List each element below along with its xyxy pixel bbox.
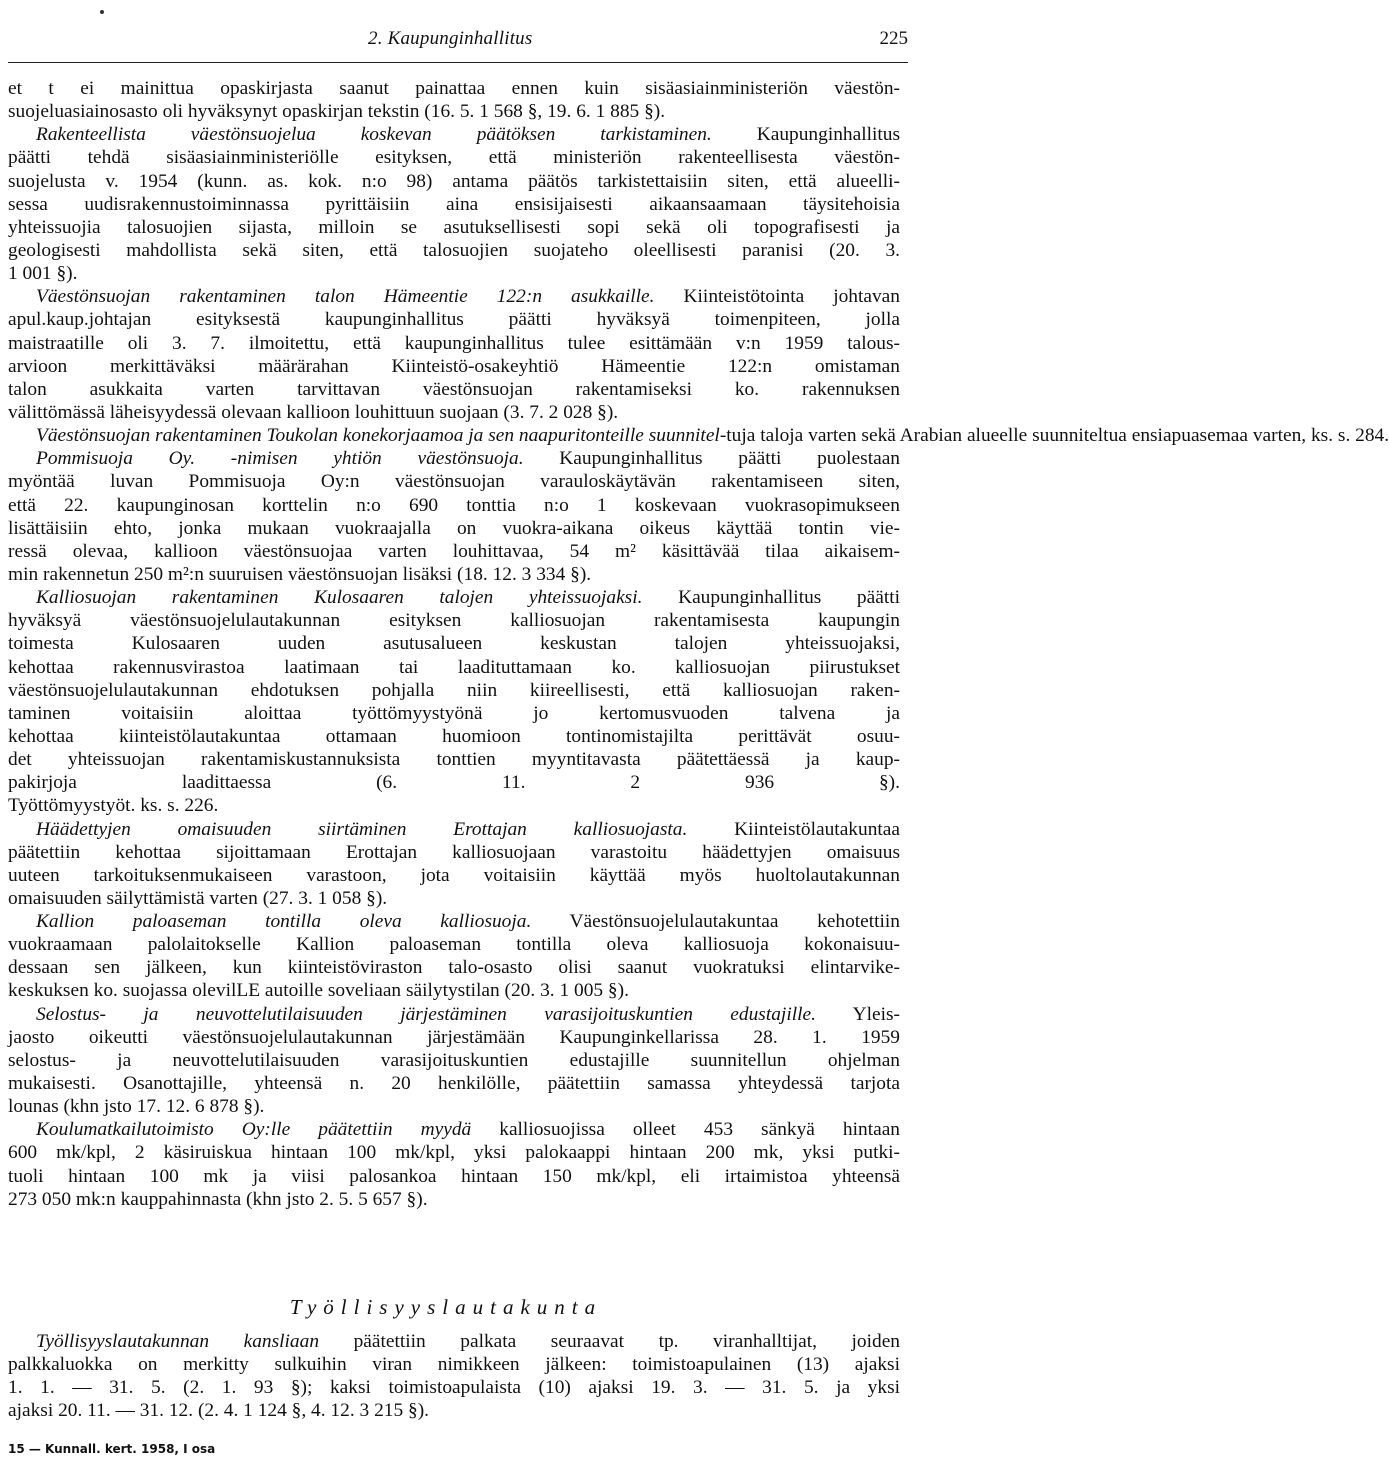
line-text: Yleis- — [815, 1003, 900, 1025]
line-text: että 22. kaupunginosan korttelin n:o 690 tonttia n:o 1 koskevaan vuokrasopimukseen — [8, 494, 900, 516]
line-text: 1. 1. — 31. 5. (2. 1. 93 §); kaksi toimistoapulaista (10) ajaksi 19. 3. — 31. 5. ja yksi — [8, 1377, 900, 1399]
text-line — [8, 1003, 900, 1026]
paragraph-heading: Väestönsuojan rakentaminen talon Hämeentie 122:n asukkaille. — [36, 286, 655, 308]
text-line — [8, 748, 900, 771]
line-text: arvioon merkittäväksi määrärahan Kiinteistö-osakeyhtiö Hämeentie 122:n omistaman — [8, 355, 900, 377]
line-text: min rakennetun 250 m²:n suuruisen väestönsuojan lisäksi (18. 12. 3 334 §). — [8, 563, 592, 585]
line-text: Kiinteistölautakuntaa — [687, 818, 900, 840]
text-line — [8, 1049, 900, 1072]
line-text: uuteen tarkoituksenmukaiseen varastoon, jota voitaisiin käyttää myös huoltolautakunnan — [8, 864, 900, 886]
line-text: Työttömyystyöt. ks. s. 226. — [8, 795, 219, 817]
section-title: Työllisyyslautakunta — [289, 1295, 603, 1319]
line-text: sessa uudisrakennustoiminnassa pyrittäisiin aina ensisijaisesti aikaansaamaan täysitehoisia — [8, 193, 900, 215]
line-text: taminen voitaisiin aloittaa työttömyystyönä jo kertomusvuoden talvena ja — [8, 702, 900, 724]
text-line — [8, 470, 900, 493]
text-line — [8, 563, 900, 586]
line-text: tuja taloja varten sekä Arabian alueelle suunniteltua ensiapuasemaa varten, ks. s. 284. — [726, 425, 1389, 447]
text-line — [8, 193, 900, 216]
text-line — [8, 887, 900, 910]
line-text: selostus- ja neuvottelutilaisuuden varasijoituskuntien edustajille suunnitellun ohjelman — [8, 1049, 900, 1071]
line-text: Väestönsuojelulautakuntaa kehotettiin — [531, 911, 901, 933]
text-line — [8, 841, 900, 864]
text-line — [8, 1165, 900, 1188]
line-text: 273 050 mk:n kauppahinnasta (khn jsto 2. 5. 5 657 §). — [8, 1188, 428, 1210]
line-text: väestönsuojelulautakunnan ehdotuksen pohjalla niin kiireellisesti, että kalliosuojan raken- — [8, 679, 900, 701]
line-text: vuokraamaan palolaitokselle Kallion paloaseman tontilla oleva kalliosuoja kokonaisuu- — [8, 934, 900, 956]
line-text: päätti tehdä sisäasiainministeriölle esityksen, että ministeriön rakenteellisesta väestön- — [8, 147, 900, 169]
paragraph-heading: Pommisuoja Oy. -nimisen yhtiön väestönsuoja. — [36, 448, 524, 470]
text-line — [8, 956, 900, 979]
scan-dot — [100, 10, 104, 14]
line-text: lisättäisiin ehto, jonka mukaan vuokraajalla on vuokra-aikana oikeus käyttää tontin vie- — [8, 517, 900, 539]
line-text: tuoli hintaan 100 mk ja viisi palosankoa hintaan 150 mk/kpl, eli irtaimistoa yhteensä — [8, 1165, 900, 1187]
text-line — [8, 725, 900, 748]
line-text: palkkaluokka on merkitty sulkuihin viran nimikkeen jälkeen: toimistoapulainen (13) ajaksi — [8, 1354, 900, 1376]
line-text: ajaksi 20. 11. — 31. 12. (2. 4. 1 124 §, 4. 12. 3 215 §). — [8, 1400, 429, 1422]
header-title: 2. Kaupunginhallitus — [368, 28, 533, 49]
text-line — [8, 794, 900, 817]
line-text: maistraatille oli 3. 7. ilmoitettu, että kaupunginhallitus tulee esittämään v:n 1959 talous- — [8, 332, 900, 354]
line-text: kehottaa kiinteistölautakuntaa ottamaan huomioon tontinomistajilta perittävät osuu- — [8, 725, 900, 747]
text-line — [8, 355, 900, 378]
paragraph-heading: Työllisyyslautakunnan kansliaan — [36, 1331, 320, 1352]
text-line — [8, 864, 900, 887]
line-text: Kaupunginhallitus päätti puolestaan — [523, 448, 900, 470]
text-line — [8, 332, 900, 355]
text-line — [8, 1353, 900, 1376]
paragraph-heading: Kalliosuojan rakentaminen Kulosaaren talojen yhteissuojaksi. — [36, 587, 643, 609]
line-text: jaosto oikeutti väestönsuojelulautakunnan järjestämään Kaupunginkellarissa 28. 1. 1959 — [8, 1026, 900, 1048]
text-line — [8, 1141, 900, 1164]
line-text: kalliosuojissa olleet 453 sänkyä hintaan — [471, 1119, 900, 1141]
text-line — [8, 609, 900, 632]
line-text: Kaupunginhallitus — [711, 124, 900, 146]
text-line — [8, 933, 900, 956]
text-line — [8, 308, 900, 331]
text-line — [8, 216, 900, 239]
line-text: apul.kaup.johtajan esityksestä kaupunginhallitus päätti hyväksyä toimenpiteen, jolla — [8, 309, 900, 331]
page-number: 225 — [879, 28, 908, 49]
paragraph-heading: Väestönsuojan rakentaminen Toukolan konekorjaamoa ja sen naapuritonteille suunnitel- — [36, 425, 727, 447]
line-text: 1 001 §). — [8, 263, 78, 285]
text-line — [8, 679, 900, 702]
line-text: pakirjoja laadittaessa (6. 11. 2 936 §). — [8, 772, 900, 794]
paragraph-heading: Selostus- ja neuvottelutilaisuuden järjestäminen varasijoituskuntien edustajille. — [36, 1003, 816, 1025]
text-line — [8, 1376, 900, 1399]
line-text: suojelusta v. 1954 (kunn. as. kok. n:o 98) antama päätös tarkistettaisiin siten, että alueelli- — [8, 170, 900, 192]
text-line — [8, 1188, 900, 1211]
text-line — [8, 586, 900, 609]
text-line — [8, 1399, 900, 1422]
line-text: dessaan sen jälkeen, kun kiinteistöviraston talo-osasto olisi saanut vuokratuksi elintarvike- — [8, 957, 900, 979]
text-line — [8, 910, 900, 933]
text-line — [8, 401, 900, 424]
text-line — [8, 494, 900, 517]
line-text: talon asukkaita varten tarvittavan väestönsuojan rakentamiseksi ko. rakennuksen — [8, 378, 900, 400]
line-text: hyväksyä väestönsuojelulautakunnan esityksen kalliosuojan rakentamisesta kaupungin — [8, 610, 900, 632]
text-line — [8, 262, 900, 285]
text-line — [8, 77, 900, 100]
paragraph-heading: Kallion paloaseman tontilla oleva kalliosuoja. — [36, 911, 532, 933]
text-line — [8, 1095, 900, 1118]
line-text: myöntää luvan Pommisuoja Oy:n väestönsuojan varauloskäytävän rakentamiseen siten, — [8, 471, 900, 493]
line-text: mukaisesti. Osanottajille, yhteensä n. 20 henkilölle, päätettiin samassa yhteydessä tarjota — [8, 1073, 900, 1095]
text-line — [8, 540, 900, 563]
line-text: ressä olevaa, kallioon väestönsuojaa varten louhittavaa, 54 m² käsittävää tilaa aikaisem- — [8, 540, 900, 562]
line-text: geologisesti mahdollista sekä siten, että talosuojien suojateho oleellisesti paranisi (20. 3. — [8, 239, 900, 261]
line-text: Kaupunginhallitus päätti — [642, 587, 900, 609]
text-line — [8, 632, 900, 655]
text-line — [8, 239, 900, 262]
text-line — [8, 378, 900, 401]
text-line — [8, 170, 900, 193]
paragraph-heading: Rakenteellista väestönsuojelua koskevan päätöksen tarkistaminen. — [36, 124, 712, 146]
body-text — [8, 77, 1389, 1211]
text-line — [8, 818, 900, 841]
line-text: välittömässä läheisyydessä olevaan kallioon louhittuun suojaan (3. 7. 2 028 §). — [8, 401, 619, 423]
text-line — [8, 146, 900, 169]
text-line — [8, 424, 1389, 447]
text-line — [8, 656, 900, 679]
page-footer: 15 — Kunnall. kert. 1958, I osa — [8, 1442, 216, 1456]
text-line — [8, 979, 900, 1002]
section-body-text — [8, 1330, 900, 1423]
line-text: suojeluasiainosasto oli hyväksynyt opaskirjan tekstin (16. 5. 1 568 §, 19. 6. 1 885 §). — [8, 101, 666, 123]
line-text: det yhteissuojan rakentamiskustannuksista tonttien myyntitavasta päätettäessä ja kaup- — [8, 749, 900, 771]
text-line — [8, 702, 900, 725]
paragraph-heading: Häädettyjen omaisuuden siirtäminen Erottajan kalliosuojasta. — [36, 818, 688, 840]
line-text: et t ei mainittua opaskirjasta saanut painattaa ennen kuin sisäasiainministeriön väestön- — [8, 78, 900, 99]
text-line — [8, 1118, 900, 1141]
line-text: kehottaa rakennusvirastoa laatimaan tai laadituttamaan ko. kalliosuojan piirustukset — [8, 656, 900, 678]
line-text: keskuksen ko. suojassa olevilLE autoille soveliaan säilytystilan (20. 3. 1 005 §). — [8, 980, 629, 1002]
text-line — [8, 771, 900, 794]
text-line — [8, 1330, 900, 1353]
paragraph-heading: Koulumatkailutoimisto Oy:lle päätettiin myydä — [36, 1119, 472, 1141]
text-line — [8, 1026, 900, 1049]
text-line — [8, 123, 900, 146]
text-line — [8, 447, 900, 470]
text-line — [8, 100, 900, 123]
text-line — [8, 517, 900, 540]
line-text: 600 mk/kpl, 2 käsiruiskua hintaan 100 mk/kpl, yksi palokaappi hintaan 200 mk, yksi putki- — [8, 1142, 900, 1164]
text-line — [8, 285, 900, 308]
line-text: toimesta Kulosaaren uuden asutusalueen keskustan talojen yhteissuojaksi, — [8, 633, 900, 655]
line-text: päätettiin kehottaa sijoittamaan Erottajan kalliosuojaan varastoitu häädettyjen omaisuus — [8, 841, 900, 863]
running-header — [8, 22, 908, 63]
line-text: Kiinteistötointa johtavan — [654, 286, 900, 308]
line-text: lounas (khn jsto 17. 12. 6 878 §). — [8, 1096, 265, 1118]
line-text: yhteissuojia talosuojien sijasta, milloin se asutuksellisesti sopi sekä oli topografisesti ja — [8, 216, 900, 238]
line-text: omaisuuden säilyttämistä varten (27. 3. 1 058 §). — [8, 887, 388, 909]
text-line — [8, 1072, 900, 1095]
line-text: päätettiin palkata seuraavat tp. viranhalltijat, joiden — [319, 1331, 900, 1352]
